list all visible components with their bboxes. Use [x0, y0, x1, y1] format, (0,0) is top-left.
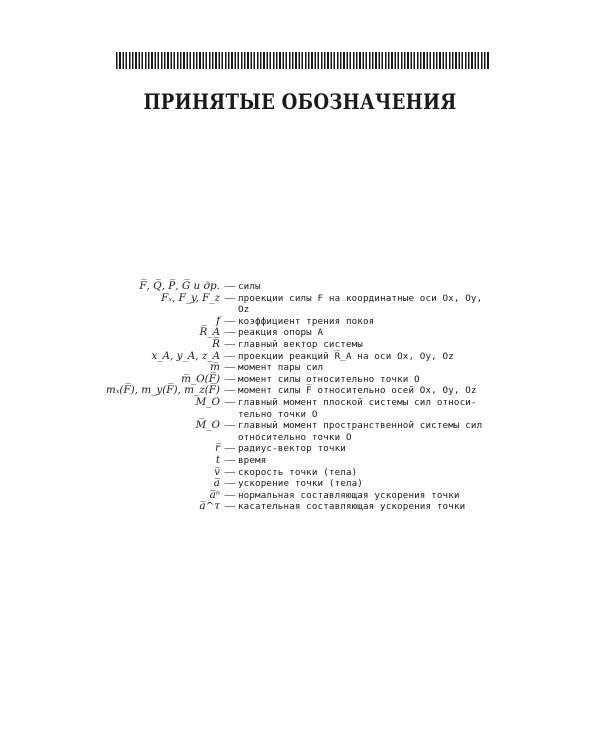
notation-dash: —	[224, 385, 236, 397]
notation-row	[0, 467, 600, 479]
notation-definition: нормальная составляющая ускорения точки	[238, 489, 460, 501]
notation-dash: —	[224, 489, 236, 501]
notation-row	[0, 455, 600, 467]
notation-row	[0, 339, 600, 351]
notation-symbol: m̅	[210, 361, 220, 374]
notation-definition: ускорение точки (тела)	[238, 478, 363, 490]
notation-definition: Oz	[238, 304, 250, 316]
notation-row	[0, 490, 600, 502]
notation-symbol: v̅	[214, 465, 220, 478]
notation-dash: —	[224, 281, 236, 292]
notation-symbol: M_O	[195, 395, 220, 408]
notation-row	[0, 351, 600, 363]
notation-dash: —	[224, 466, 236, 478]
notation-dash: —	[224, 350, 236, 362]
notation-dash: —	[224, 338, 236, 350]
notation-symbol: R̅	[212, 337, 220, 350]
notation-symbol: a̅	[213, 477, 220, 490]
notation-symbol: Fₓ, F_y, F_z	[161, 291, 220, 304]
notation-row	[0, 478, 600, 490]
notation-dash: —	[224, 454, 236, 466]
notation-dash: —	[224, 501, 236, 513]
notation-dash: —	[224, 420, 236, 432]
notation-row	[0, 397, 600, 409]
notation-definition: проекции реакций R̅_A на оси Ox, Oy, Oz	[238, 350, 454, 362]
notation-definition: реакция опоры A	[238, 327, 324, 339]
notation-symbol: t	[215, 453, 220, 466]
notation-symbol: a̅ⁿ	[209, 488, 220, 501]
notation-symbol: F̅, Q̅, P̅, G̅ и др.	[139, 280, 220, 292]
notation-definition: относительно точки O	[238, 431, 352, 443]
notation-definition: момент силы F̅ относительно осей Ox, Oy, Oz	[238, 385, 477, 397]
notation-symbol: M̅_O	[195, 419, 220, 432]
notation-row	[0, 327, 600, 339]
notation-definition: коэффициент трения покоя	[238, 315, 375, 327]
notation-row	[0, 501, 600, 513]
notation-definition: тельно точки O	[238, 408, 318, 420]
notation-row	[0, 281, 600, 293]
notation-row	[0, 374, 600, 386]
notation-dash: —	[224, 373, 236, 385]
notation-definition: скорость точки (тела)	[238, 466, 358, 478]
notation-row-continuation	[0, 409, 600, 421]
notation-dash: —	[224, 478, 236, 490]
notation-definition: касательная составляющая ускорения точки	[238, 501, 466, 513]
notation-symbol: x_A, y_A, z_A	[151, 349, 220, 362]
notation-symbol: m̅_O(F̅)	[181, 372, 220, 385]
decorative-top-band	[116, 52, 489, 69]
notation-dash: —	[224, 327, 236, 339]
notation-dash: —	[224, 396, 236, 408]
notation-dash: —	[224, 315, 236, 327]
notation-definition: радиус-вектор точки	[238, 443, 346, 455]
notation-symbol: f	[216, 314, 220, 327]
notation-definition: проекции силы F на координатные оси Ox, Oy,	[238, 292, 483, 304]
notation-definition: момент силы относительно точки O	[238, 373, 420, 385]
notation-dash: —	[224, 443, 236, 455]
notation-symbol: mₓ(F̅), m_y(F̅), m_z(F̅)	[105, 384, 220, 397]
notation-symbol: a̅^τ	[199, 500, 220, 513]
notation-row-continuation	[0, 304, 600, 316]
notation-dash: —	[224, 362, 236, 374]
notation-row	[0, 385, 600, 397]
notation-definition: главный момент пространственной системы сил	[238, 420, 483, 432]
notation-row	[0, 362, 600, 374]
notation-definition: главный момент плоской системы сил относи-	[238, 396, 477, 408]
notation-symbol: R̅_A	[199, 326, 220, 339]
notation-row	[0, 316, 600, 328]
notation-definition: время	[238, 454, 267, 466]
page-title: ПРИНЯТЫЕ ОБОЗНАЧЕНИЯ	[143, 89, 457, 114]
notation-dash: —	[224, 292, 236, 304]
notation-list	[0, 281, 600, 513]
notation-symbol: r̅	[215, 442, 220, 455]
notation-definition: силы	[238, 281, 261, 292]
notation-row-continuation	[0, 432, 600, 444]
notation-row	[0, 420, 600, 432]
notation-definition: момент пары сил	[238, 362, 324, 374]
notation-row	[0, 443, 600, 455]
notation-row	[0, 293, 600, 305]
notation-definition: главный вектор системы	[238, 338, 363, 350]
